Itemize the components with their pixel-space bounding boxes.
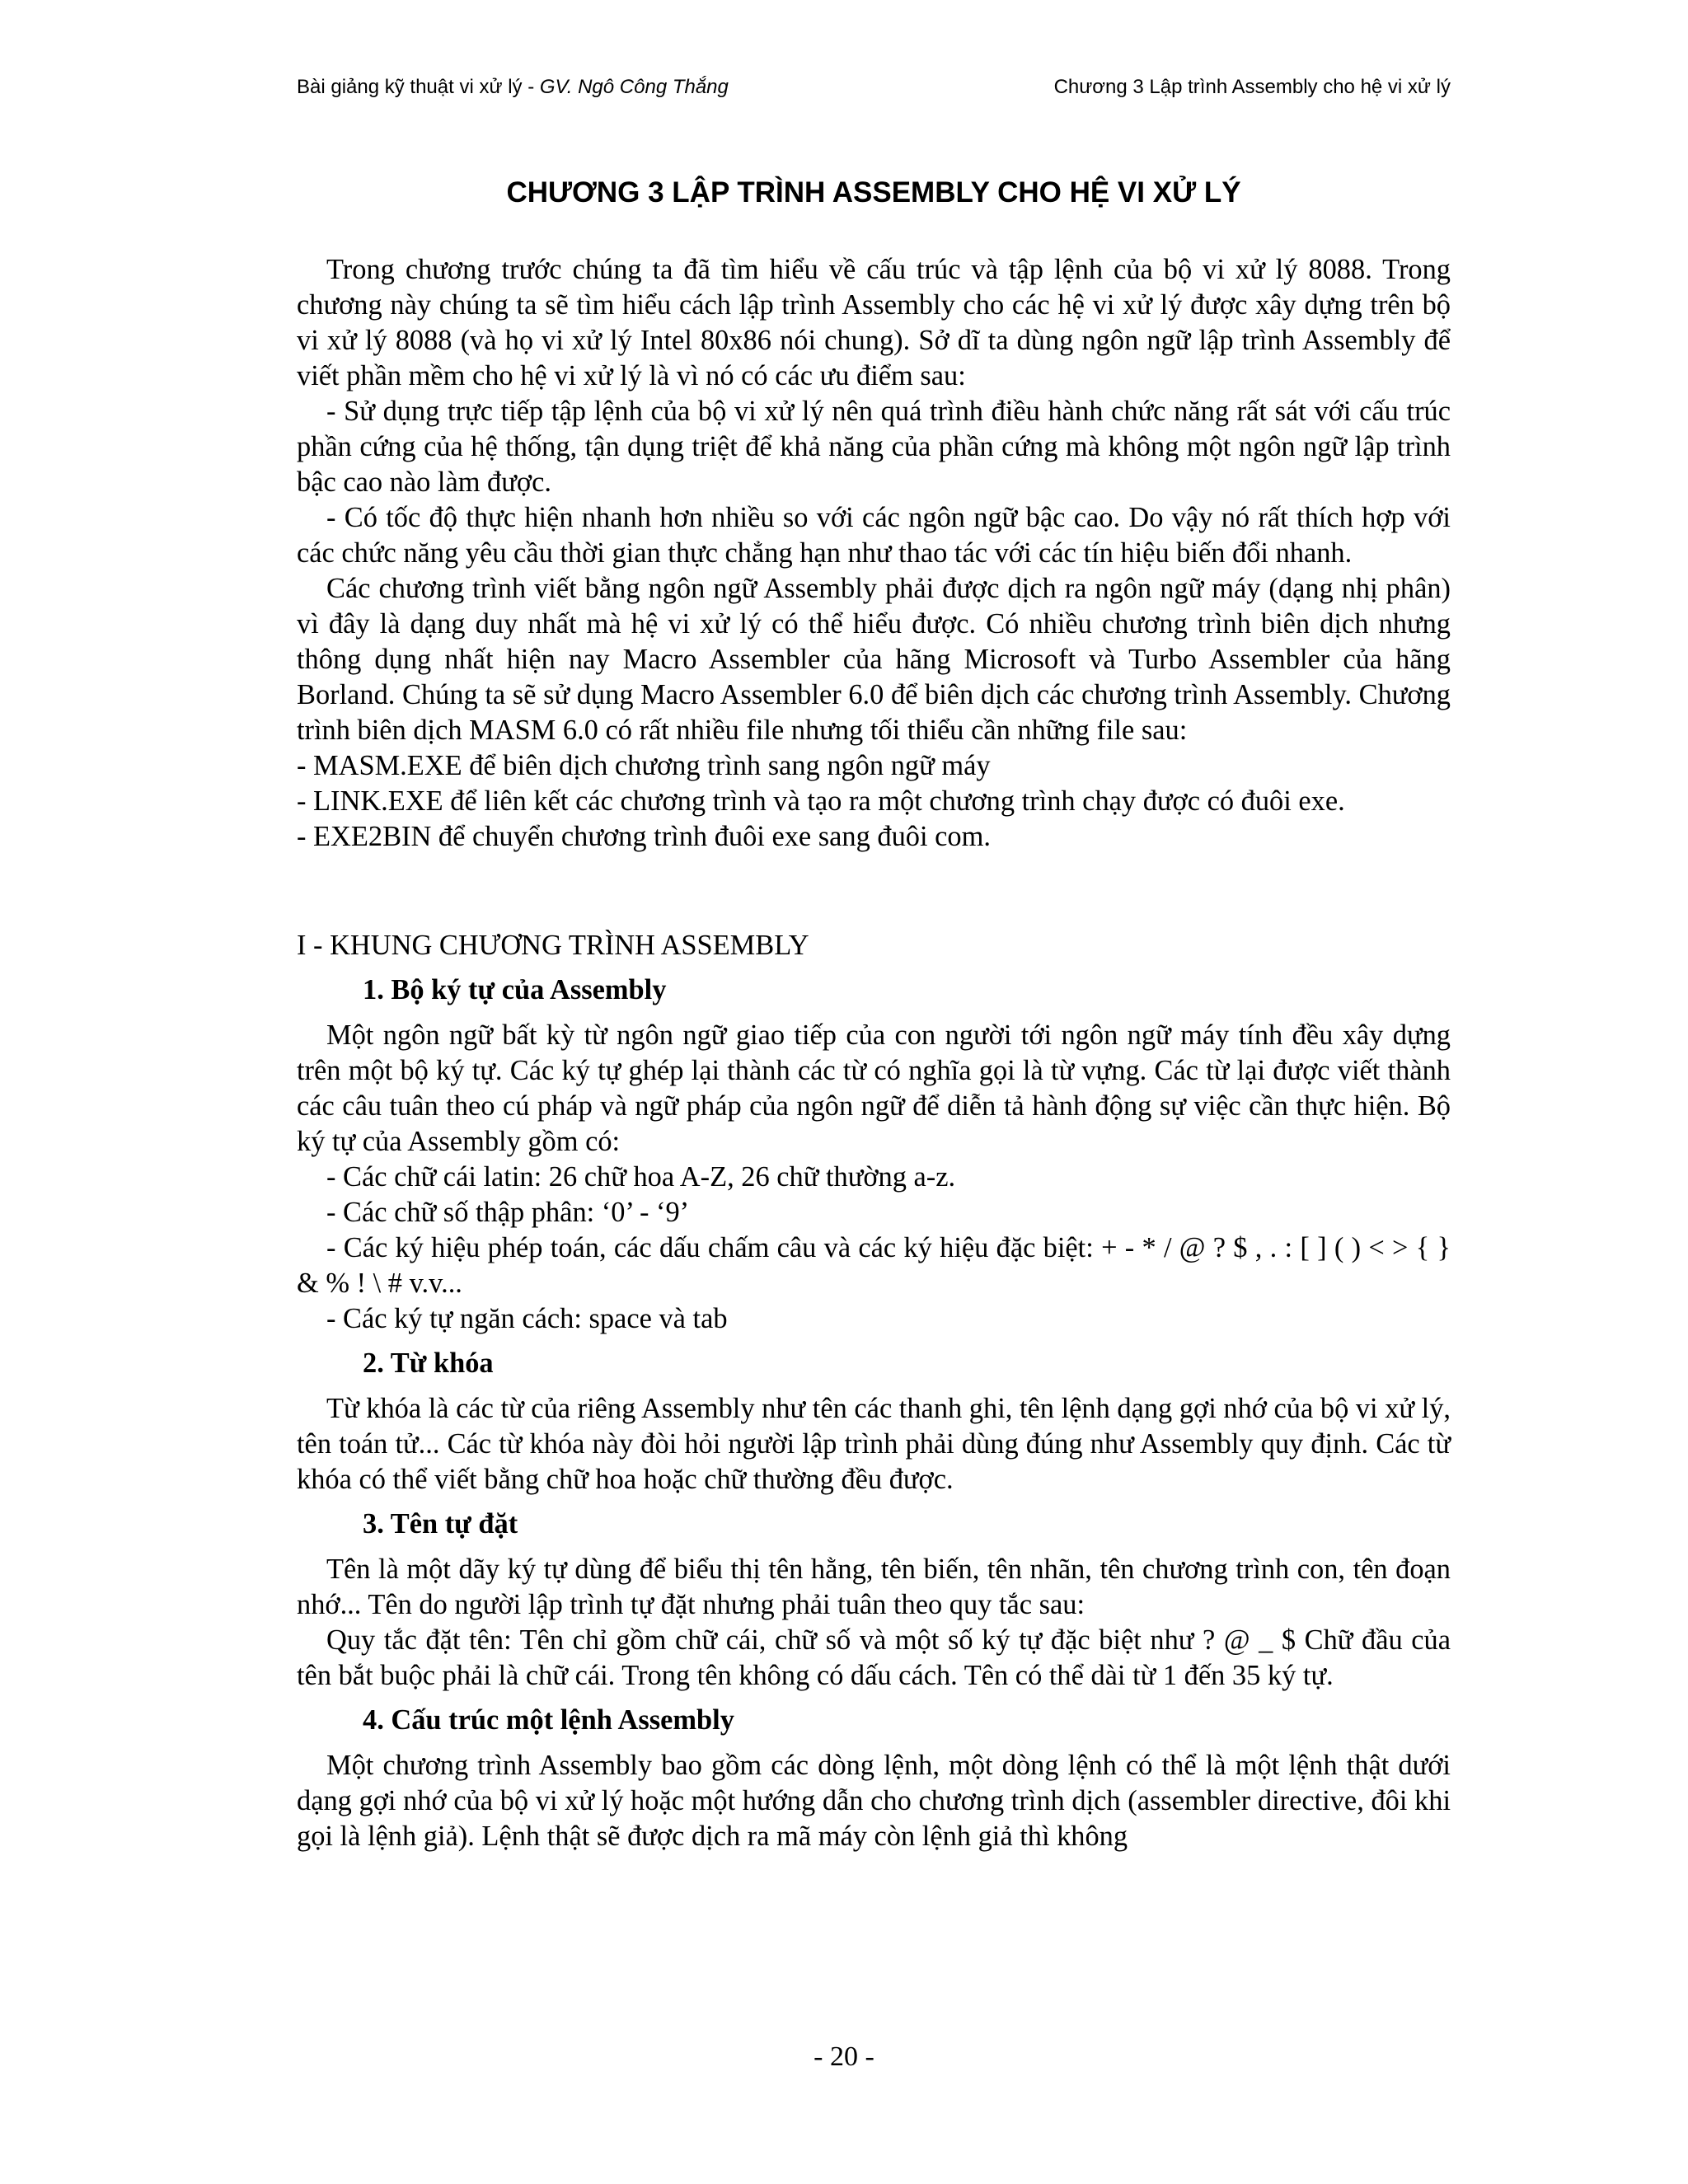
intro-paragraph-3: - Có tốc độ thực hiện nhanh hơn nhiều so với các ngôn ngữ bậc cao. Do vậy nó rất thích hợp với các chức năng yêu cầu thời gian thực chẳng hạn như thao tác với các tín hiệu biến đổi nhanh. <box>297 502 1451 569</box>
charset-list-item: - Các ký tự ngăn cách: space và tab <box>326 1303 728 1334</box>
running-header <box>297 73 1451 102</box>
subsection-heading-1: 1. Bộ ký tự của Assembly <box>363 974 667 1005</box>
chapter-title: CHƯƠNG 3 LẬP TRÌNH ASSEMBLY CHO HỆ VI XỬ LÝ <box>506 176 1241 209</box>
section-heading: I - KHUNG CHƯƠNG TRÌNH ASSEMBLY <box>297 930 809 961</box>
subsection-heading-4: 4. Cấu trúc một lệnh Assembly <box>363 1704 734 1736</box>
instruction-paragraph: Một chương trình Assembly bao gồm các dòng lệnh, một dòng lệnh có thể là một lệnh thật dưới dạng gợi nhớ của bộ vi xử lý hoặc một hướng dẫn cho chương trình dịch (assembler directive, đôi khi gọi là lệnh giả). Lệnh thật sẽ được dịch ra mã máy còn lệnh giả thì không <box>297 1750 1451 1852</box>
charset-paragraph: Một ngôn ngữ bất kỳ từ ngôn ngữ giao tiếp của con người tới ngôn ngữ máy tính đều xây dựng trên một bộ ký tự. Các ký tự ghép lại thành các từ có nghĩa gọi là từ vựng. Các từ lại được viết thành các câu tuân theo cú pháp và ngữ pháp của ngôn ngữ để diễn tả hành động sự việc cần thực hiện. Bộ ký tự của Assembly gồm có: <box>297 1019 1451 1157</box>
charset-list-item: - Các chữ số thập phân: ‘0’ - ‘9’ <box>326 1197 690 1228</box>
header-right: Chương 3 Lập trình Assembly cho hệ vi xử lý <box>1053 76 1451 98</box>
naming-paragraph-2: Quy tắc đặt tên: Tên chỉ gồm chữ cái, chữ số và một số ký tự đặc biệt như ? @ _ $ Chữ đầu của tên bắt buộc phải là chữ cái. Trong tên không có dấu cách. Tên có thể dài từ 1 đến 35 ký tự. <box>297 1624 1451 1691</box>
charset-list-item: - Các ký hiệu phép toán, các dấu chấm câu và các ký hiệu đặc biệt: + - * / @ ? $ , . : [ ] ( ) < > { } & % ! \ # v.v... <box>297 1232 1451 1299</box>
file-list-item: - MASM.EXE để biên dịch chương trình sang ngôn ngữ máy <box>297 750 991 781</box>
page-number: - 20 - <box>814 2041 874 2072</box>
intro-paragraph-2: - Sử dụng trực tiếp tập lệnh của bộ vi xử lý nên quá trình điều hành chức năng rất sát với cấu trúc phần cứng của hệ thống, tận dụng triệt để khả năng của phần cứng mà không một ngôn ngữ lập trình bậc cao nào làm được. <box>297 396 1451 498</box>
intro-paragraph-1: Trong chương trước chúng ta đã tìm hiểu về cấu trúc và tập lệnh của bộ vi xử lý 8088. Trong chương này chúng ta sẽ tìm hiểu cách lập trình Assembly cho các hệ vi xử lý được xây dựng trên bộ vi xử lý 8088 (và họ vi xử lý Intel 80x86 nói chung). Sở dĩ ta dùng ngôn ngữ lập trình Assembly để viết phần mềm cho hệ vi xử lý là vì nó có các ưu điểm sau: <box>297 254 1451 391</box>
charset-list-item: - Các chữ cái latin: 26 chữ hoa A-Z, 26 chữ thường a-z. <box>326 1161 956 1193</box>
naming-paragraph-1: Tên là một dãy ký tự dùng để biểu thị tên hằng, tên biến, tên nhãn, tên chương trình con, tên đoạn nhớ... Tên do người lập trình tự đặt nhưng phải tuân theo quy tắc sau: <box>297 1554 1451 1620</box>
header-course: Bài giảng kỹ thuật vi xử lý - <box>297 76 540 98</box>
file-list-item: - EXE2BIN để chuyển chương trình đuôi exe sang đuôi com. <box>297 821 991 852</box>
intro-paragraph-4: Các chương trình viết bằng ngôn ngữ Assembly phải được dịch ra ngôn ngữ máy (dạng nhị phân) vì đây là dạng duy nhất mà hệ vi xử lý có thể hiểu được. Có nhiều chương trình biên dịch nhưng thông dụng nhất hiện nay Macro Assembler của hãng Microsoft và Turbo Assembler của hãng Borland. Chúng ta sẽ sử dụng Macro Assembler 6.0 để biên dịch các chương trình Assembly. Chương trình biên dịch MASM 6.0 có rất nhiều file nhưng tối thiểu cần những file sau: <box>297 573 1451 746</box>
header-author: GV. Ngô Công Thắng <box>539 76 729 98</box>
keyword-paragraph: Từ khóa là các từ của riêng Assembly như tên các thanh ghi, tên lệnh dạng gợi nhớ của bộ vi xử lý, tên toán tử... Các từ khóa này đòi hỏi người lập trình phải dùng đúng như Assembly quy định. Các từ khóa có thể viết bằng chữ hoa hoặc chữ thường đều được. <box>297 1393 1451 1495</box>
subsection-heading-2: 2. Từ khóa <box>363 1347 494 1379</box>
header-left <box>297 73 729 102</box>
subsection-heading-3: 3. Tên tự đặt <box>363 1508 518 1540</box>
document-body <box>297 252 1451 1854</box>
file-list-item: - LINK.EXE để liên kết các chương trình và tạo ra một chương trình chạy được có đuôi exe. <box>297 785 1345 817</box>
